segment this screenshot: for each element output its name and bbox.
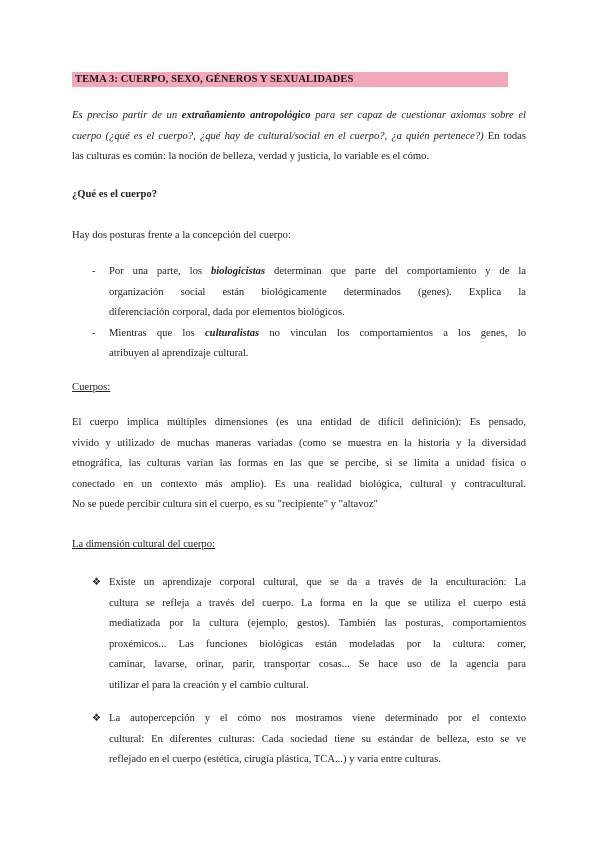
key-term-extranamiento: extrañamiento antropológico bbox=[181, 110, 311, 121]
dash-bullet-icon: - bbox=[92, 266, 96, 277]
list-item: - Mientras que los culturalistas no vinculan los comportamientos a los genes, lo atribuyen al aprendizaje cultural. bbox=[92, 324, 526, 365]
postures-intro: Hay dos posturas frente a la concepción del cuerpo: bbox=[72, 230, 291, 241]
diamond-bullet-icon: ❖ bbox=[92, 577, 101, 588]
intro-paragraph bbox=[72, 106, 526, 168]
list-item: ❖ La autopercepción y el cómo nos mostramos viene determinado por el contexto cultural: En diferentes culturas: Cada sociedad tiene su estándar de belleza, esto se ve reflejado en el cuerpo (estética, cirugía plástica, TCA...) y varía entre culturas. bbox=[92, 709, 526, 771]
intro-line-3: las culturas es común: la noción de belleza, verdad y justicia, lo variable es el cómo. bbox=[72, 151, 430, 162]
list-item: ❖ Existe un aprendizaje corporal cultural, que se da a través de la enculturación: La cultura se refleja a través del cuerpo. La forma en la que se utiliza el cuerpo está mediatizada por la cultura (ejemplo, gestos). También las posturas, comportamientos proxémicos... Las funciones biológicas están modeladas por la cultura: comer, caminar, lavarse, orinar, parir, transportar cosas... Se hace uso de la agencia para utilizar el para la creación y el cambio cultural. bbox=[92, 573, 526, 696]
diamond-bullet-icon: ❖ bbox=[92, 713, 101, 724]
key-term-culturalistas: culturalistas bbox=[204, 327, 260, 339]
section-heading-dimension-cultural: La dimensión cultural del cuerpo: bbox=[72, 539, 215, 550]
key-term-biologicistas: biologicistas bbox=[210, 266, 266, 277]
cuerpos-paragraph: El cuerpo implica múltiples dimensiones (es una entidad de difícil definición): Es pensado, vivido y utilizado de muchas maneras variadas (como se muestra en la historia y la diversidad etnográfica, las culturas varían las formas en las que se percibe, si se limita a unidad física o conectado en un contexto más amplio). Es una realidad biológica, cultural y contracultural. No se puede percibir cultura sin el cuerpo, es su "recipiente" y "altavoz" bbox=[72, 417, 526, 510]
section-heading-que-es-el-cuerpo: ¿Qué es el cuerpo? bbox=[72, 189, 158, 200]
dash-bullet-icon: - bbox=[92, 327, 96, 339]
dimension-list bbox=[92, 573, 526, 696]
page-title: TEMA 3: CUERPO, SEXO, GÉNEROS Y SEXUALIDADES bbox=[72, 72, 508, 87]
intro-line-2: cuerpo (¿qué es el cuerpo?, ¿qué hay de cultural/social en el cuerpo?, ¿a quién pertenece?) En todas bbox=[72, 130, 526, 142]
section-heading-cuerpos: Cuerpos: bbox=[72, 382, 111, 393]
dimension-list-2 bbox=[92, 709, 526, 771]
intro-line-1: Es preciso partir de un extrañamiento antropológico para ser capaz de cuestionar axiomas sobre el bbox=[72, 110, 526, 121]
postures-list bbox=[92, 262, 526, 365]
list-item: - Por una parte, los biologicistas determinan que parte del comportamiento y de la organización social están biológicamente determinados (genes). Explica la diferenciación corporal, dada por elementos biológicos. bbox=[92, 262, 526, 324]
